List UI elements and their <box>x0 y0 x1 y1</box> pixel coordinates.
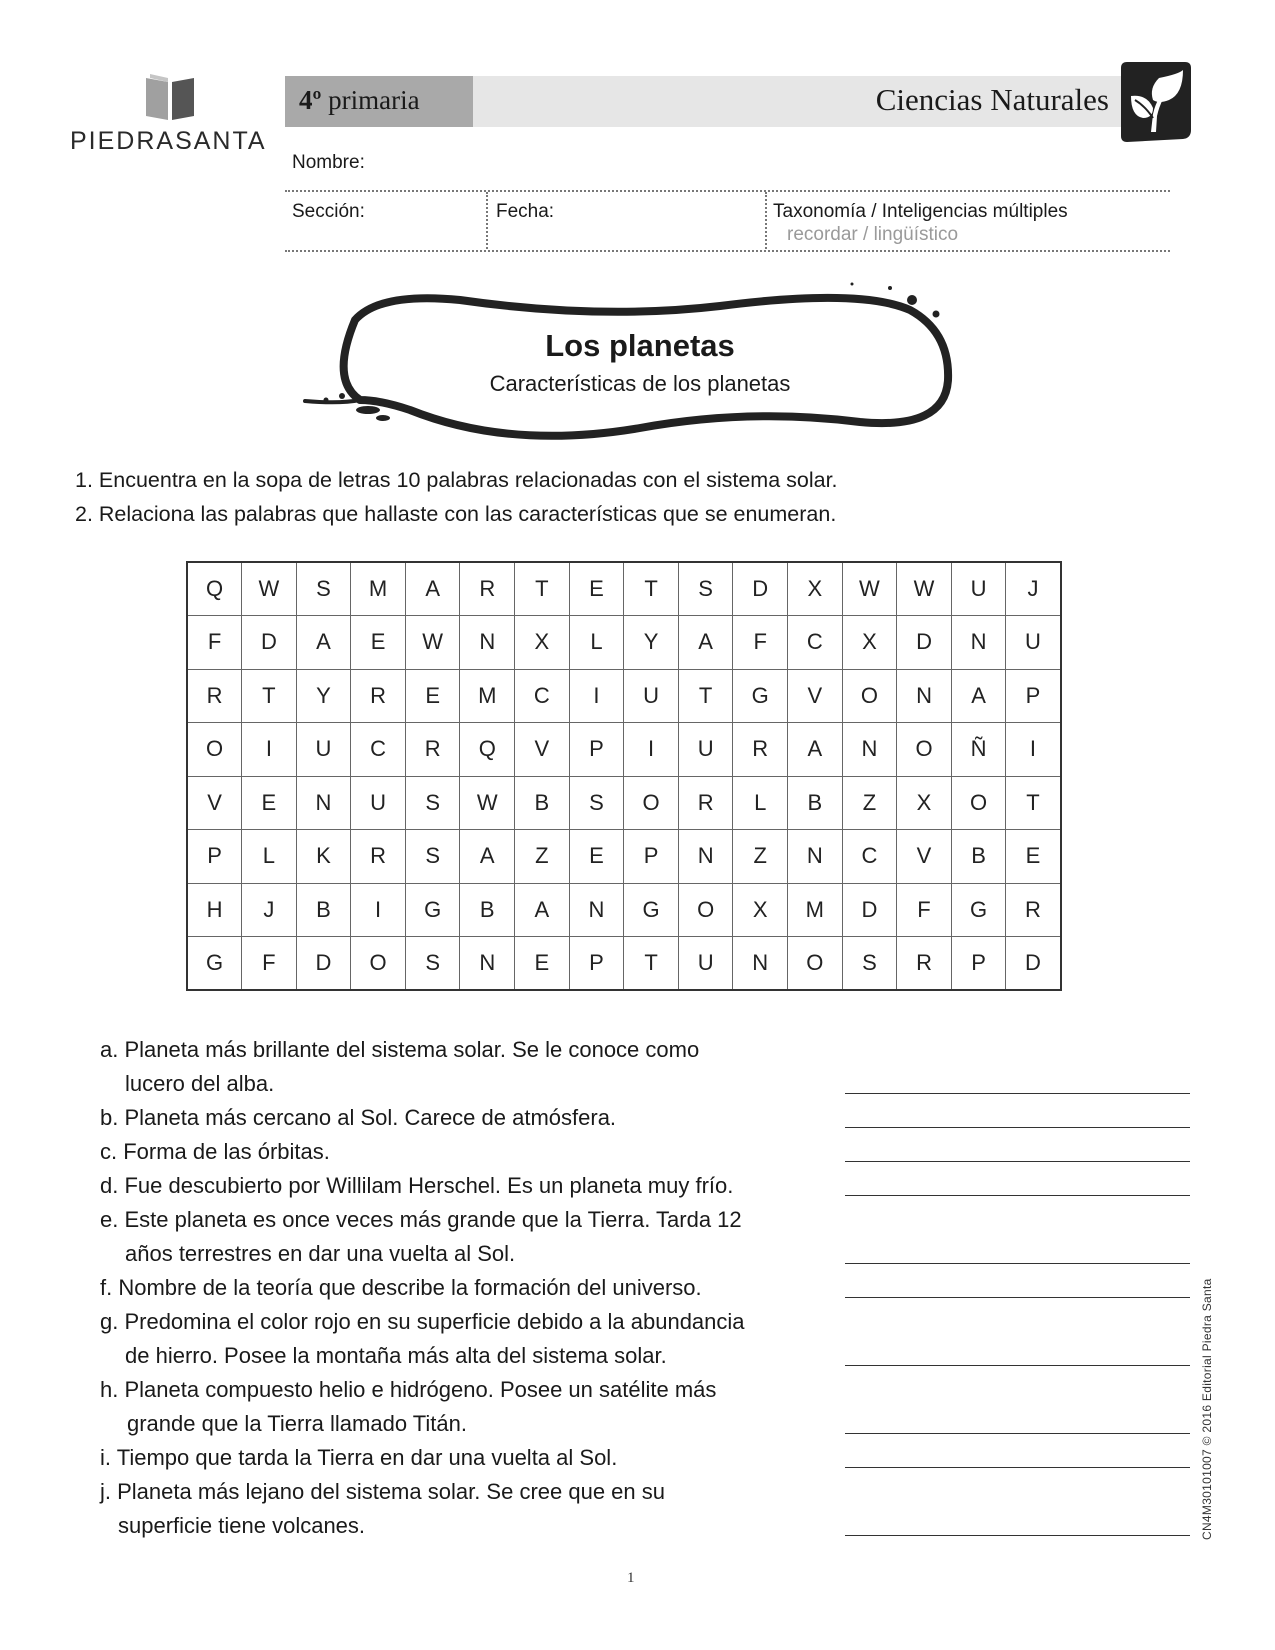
grid-cell[interactable]: E <box>1006 830 1061 884</box>
grid-cell[interactable]: B <box>788 776 843 830</box>
grid-cell[interactable]: K <box>296 830 351 884</box>
grid-cell[interactable]: J <box>1006 562 1061 616</box>
grid-cell[interactable]: R <box>187 669 242 723</box>
divider <box>486 192 488 249</box>
grid-cell[interactable]: R <box>460 562 515 616</box>
question-text: e. Este planeta es once veces más grande que la Tierra. Tarda 12 <box>100 1207 742 1232</box>
grid-row <box>187 616 1061 670</box>
grid-cell[interactable]: L <box>733 776 788 830</box>
grid-cell[interactable]: Y <box>624 616 679 670</box>
grid-cell[interactable]: F <box>187 616 242 670</box>
grid-cell[interactable]: O <box>842 669 897 723</box>
grid-cell[interactable]: P <box>624 830 679 884</box>
question-text-continued: años terrestres en dar una vuelta al Sol. <box>125 1241 516 1266</box>
title-cloud-frame <box>300 280 980 450</box>
grade-box <box>285 76 473 127</box>
grid-cell[interactable]: W <box>405 616 460 670</box>
grid-cell[interactable]: Z <box>842 776 897 830</box>
grid-cell[interactable]: P <box>569 723 624 777</box>
grid-cell[interactable]: I <box>624 723 679 777</box>
grid-cell[interactable]: N <box>733 937 788 991</box>
grid-cell[interactable]: D <box>733 562 788 616</box>
grid-cell[interactable]: E <box>569 562 624 616</box>
grid-cell[interactable]: O <box>897 723 952 777</box>
book-icon <box>140 72 200 122</box>
grid-cell[interactable]: P <box>187 830 242 884</box>
grid-cell[interactable]: G <box>405 883 460 937</box>
grid-cell[interactable]: F <box>242 937 297 991</box>
page-number: 1 <box>627 1570 635 1586</box>
grid-cell[interactable]: E <box>569 830 624 884</box>
grid-cell[interactable]: F <box>733 616 788 670</box>
grid-cell[interactable]: S <box>405 776 460 830</box>
grid-cell[interactable]: U <box>296 723 351 777</box>
grid-cell[interactable]: G <box>733 669 788 723</box>
grid-cell[interactable]: Q <box>187 562 242 616</box>
grid-cell[interactable]: F <box>897 883 952 937</box>
grid-cell[interactable]: I <box>569 669 624 723</box>
grid-cell[interactable]: T <box>624 937 679 991</box>
grid-cell[interactable]: X <box>897 776 952 830</box>
answer-line[interactable] <box>845 1365 1190 1366</box>
divider <box>765 192 767 249</box>
grid-cell[interactable]: N <box>897 669 952 723</box>
grid-cell[interactable]: S <box>842 937 897 991</box>
grid-cell[interactable]: E <box>351 616 406 670</box>
grid-cell[interactable]: D <box>842 883 897 937</box>
grid-cell[interactable]: N <box>951 616 1006 670</box>
grid-cell[interactable]: I <box>351 883 406 937</box>
grid-cell[interactable]: E <box>242 776 297 830</box>
grid-cell[interactable]: U <box>678 723 733 777</box>
grid-cell[interactable]: E <box>405 669 460 723</box>
grid-cell[interactable]: A <box>951 669 1006 723</box>
grid-cell[interactable]: S <box>405 830 460 884</box>
answer-line[interactable] <box>845 1127 1190 1128</box>
grid-row <box>187 883 1061 937</box>
instruction-1: 1. Encuentra en la sopa de letras 10 palabras relacionadas con el sistema solar. <box>75 468 838 492</box>
grid-cell[interactable]: G <box>951 883 1006 937</box>
grid-cell[interactable]: B <box>296 883 351 937</box>
grid-cell[interactable]: A <box>296 616 351 670</box>
grid-cell[interactable]: M <box>460 669 515 723</box>
grid-cell[interactable]: R <box>405 723 460 777</box>
grid-cell[interactable]: R <box>351 669 406 723</box>
grid-cell[interactable]: B <box>460 883 515 937</box>
answer-line[interactable] <box>845 1467 1190 1468</box>
grid-cell[interactable]: N <box>460 937 515 991</box>
question-text-continued: superficie tiene volcanes. <box>118 1513 366 1538</box>
grid-cell[interactable]: J <box>242 883 297 937</box>
leaf-icon <box>1113 60 1193 144</box>
grid-row <box>187 723 1061 777</box>
question-text: i. Tiempo que tarda la Tierra en dar una vuelta al Sol. <box>100 1445 618 1470</box>
grid-cell[interactable]: O <box>187 723 242 777</box>
grid-cell[interactable]: W <box>897 562 952 616</box>
grid-cell[interactable]: W <box>242 562 297 616</box>
answer-line[interactable] <box>845 1195 1190 1196</box>
divider <box>285 190 1170 192</box>
answer-line[interactable] <box>845 1161 1190 1162</box>
answer-line[interactable] <box>845 1263 1190 1264</box>
grid-cell[interactable]: U <box>624 669 679 723</box>
grid-cell[interactable]: M <box>788 883 843 937</box>
question-text-continued: de hierro. Posee la montaña más alta del sistema solar. <box>125 1343 667 1368</box>
grid-row <box>187 776 1061 830</box>
grid-cell[interactable]: T <box>624 562 679 616</box>
question-text-continued: grande que la Tierra llamado Titán. <box>127 1411 467 1436</box>
grid-cell[interactable]: S <box>296 562 351 616</box>
grid-cell[interactable]: S <box>678 562 733 616</box>
grid-cell[interactable]: Ñ <box>951 723 1006 777</box>
grid-cell[interactable]: C <box>842 830 897 884</box>
grid-cell[interactable]: R <box>897 937 952 991</box>
grid-cell[interactable]: R <box>1006 883 1061 937</box>
grid-cell[interactable]: W <box>460 776 515 830</box>
grid-row <box>187 937 1061 991</box>
question-text: a. Planeta más brillante del sistema solar. Se le conoce como <box>100 1037 700 1062</box>
grid-cell[interactable]: V <box>515 723 570 777</box>
grid-cell[interactable]: S <box>569 776 624 830</box>
question-text: d. Fue descubierto por Willilam Herschel. Es un planeta muy frío. <box>100 1173 734 1198</box>
grid-cell[interactable]: U <box>951 562 1006 616</box>
grid-cell[interactable]: M <box>351 562 406 616</box>
grid-row <box>187 669 1061 723</box>
grid-cell[interactable]: V <box>788 669 843 723</box>
grid-cell[interactable]: T <box>242 669 297 723</box>
page-title: Los planetas <box>545 328 735 363</box>
grid-cell[interactable]: C <box>515 669 570 723</box>
grid-cell[interactable]: N <box>460 616 515 670</box>
grid-cell[interactable]: E <box>515 937 570 991</box>
grid-cell[interactable]: Z <box>733 830 788 884</box>
grid-cell[interactable]: O <box>624 776 679 830</box>
subject-title: Ciencias Naturales <box>875 82 1109 117</box>
question-text: b. Planeta más cercano al Sol. Carece de atmósfera. <box>100 1105 617 1130</box>
grid-cell[interactable]: V <box>897 830 952 884</box>
grid-cell[interactable]: O <box>788 937 843 991</box>
grid-cell[interactable]: O <box>351 937 406 991</box>
answer-line[interactable] <box>845 1093 1190 1094</box>
name-label: Nombre: <box>292 152 365 173</box>
grid-cell[interactable]: A <box>678 616 733 670</box>
grid-cell[interactable]: G <box>624 883 679 937</box>
grid-cell[interactable]: N <box>569 883 624 937</box>
grid-cell[interactable]: X <box>515 616 570 670</box>
grid-cell[interactable]: P <box>951 937 1006 991</box>
grid-cell[interactable]: W <box>842 562 897 616</box>
answer-line[interactable] <box>845 1297 1190 1298</box>
grid-cell[interactable]: X <box>788 562 843 616</box>
grid-cell[interactable]: D <box>296 937 351 991</box>
question-text: j. Planeta más lejano del sistema solar. Se cree que en su <box>100 1479 665 1504</box>
grid-cell[interactable]: N <box>678 830 733 884</box>
grid-cell[interactable]: N <box>842 723 897 777</box>
grid-cell[interactable]: Z <box>515 830 570 884</box>
grid-cell[interactable]: H <box>187 883 242 937</box>
grid-cell[interactable]: U <box>351 776 406 830</box>
grid-cell[interactable]: Q <box>460 723 515 777</box>
grid-cell[interactable]: N <box>788 830 843 884</box>
question-text: g. Predomina el color rojo en su superficie debido a la abundancia <box>100 1309 745 1334</box>
answer-line[interactable] <box>845 1433 1190 1434</box>
grid-cell[interactable]: D <box>1006 937 1061 991</box>
page-subtitle: Características de los planetas <box>489 371 791 396</box>
grid-cell[interactable]: P <box>1006 669 1061 723</box>
grid-cell[interactable]: T <box>515 562 570 616</box>
grid-cell[interactable]: R <box>733 723 788 777</box>
grid-cell[interactable]: N <box>296 776 351 830</box>
taxonomy-label: Taxonomía / Inteligencias múltiples <box>773 201 1068 222</box>
section-label: Sección: <box>292 201 365 222</box>
grid-cell[interactable]: I <box>1006 723 1061 777</box>
taxonomy-value: recordar / lingüístico <box>787 224 959 245</box>
brand-name: PIEDRASANTA <box>70 127 267 155</box>
grid-cell[interactable]: G <box>187 937 242 991</box>
publisher-logo <box>70 72 270 162</box>
grid-cell[interactable]: R <box>351 830 406 884</box>
grid-cell[interactable]: C <box>788 616 843 670</box>
grid-cell[interactable]: U <box>1006 616 1061 670</box>
grid-cell[interactable]: R <box>678 776 733 830</box>
grid-cell[interactable]: I <box>242 723 297 777</box>
grid-cell[interactable]: O <box>678 883 733 937</box>
grid-cell[interactable]: A <box>515 883 570 937</box>
grid-cell[interactable]: D <box>897 616 952 670</box>
grid-cell[interactable]: T <box>678 669 733 723</box>
grid-cell[interactable]: S <box>405 937 460 991</box>
grid-cell[interactable]: O <box>951 776 1006 830</box>
grid-cell[interactable]: A <box>788 723 843 777</box>
grid-row <box>187 830 1061 884</box>
word-search-grid <box>186 561 1062 991</box>
copyright-code: CN4M30101007 © 2016 Editorial Piedra Santa <box>1200 1278 1214 1540</box>
grid-cell[interactable]: B <box>515 776 570 830</box>
grid-cell[interactable]: P <box>569 937 624 991</box>
grid-cell[interactable]: L <box>569 616 624 670</box>
question-text: h. Planeta compuesto helio e hidrógeno. Posee un satélite más <box>100 1377 717 1402</box>
grid-cell[interactable]: D <box>242 616 297 670</box>
grid-cell[interactable]: A <box>405 562 460 616</box>
question-text-continued: lucero del alba. <box>125 1071 275 1096</box>
question-text: c. Forma de las órbitas. <box>100 1139 330 1164</box>
grid-cell[interactable]: Y <box>296 669 351 723</box>
grid-cell[interactable]: U <box>678 937 733 991</box>
question-text: f. Nombre de la teoría que describe la formación del universo. <box>100 1275 702 1300</box>
grid-row <box>187 562 1061 616</box>
grid-cell[interactable]: V <box>187 776 242 830</box>
instruction-2: 2. Relaciona las palabras que hallaste con las características que se enumeran. <box>75 502 837 526</box>
grid-cell[interactable]: A <box>460 830 515 884</box>
grid-cell[interactable]: L <box>242 830 297 884</box>
grid-cell[interactable]: C <box>351 723 406 777</box>
answer-line[interactable] <box>845 1535 1190 1536</box>
divider <box>285 250 1170 252</box>
grid-cell[interactable]: X <box>733 883 788 937</box>
grid-cell[interactable]: X <box>842 616 897 670</box>
grade-label: 4º primaria <box>299 85 420 115</box>
grid-cell[interactable]: T <box>1006 776 1061 830</box>
date-label: Fecha: <box>496 201 555 222</box>
subject-bar <box>473 76 1123 127</box>
grid-cell[interactable]: B <box>951 830 1006 884</box>
